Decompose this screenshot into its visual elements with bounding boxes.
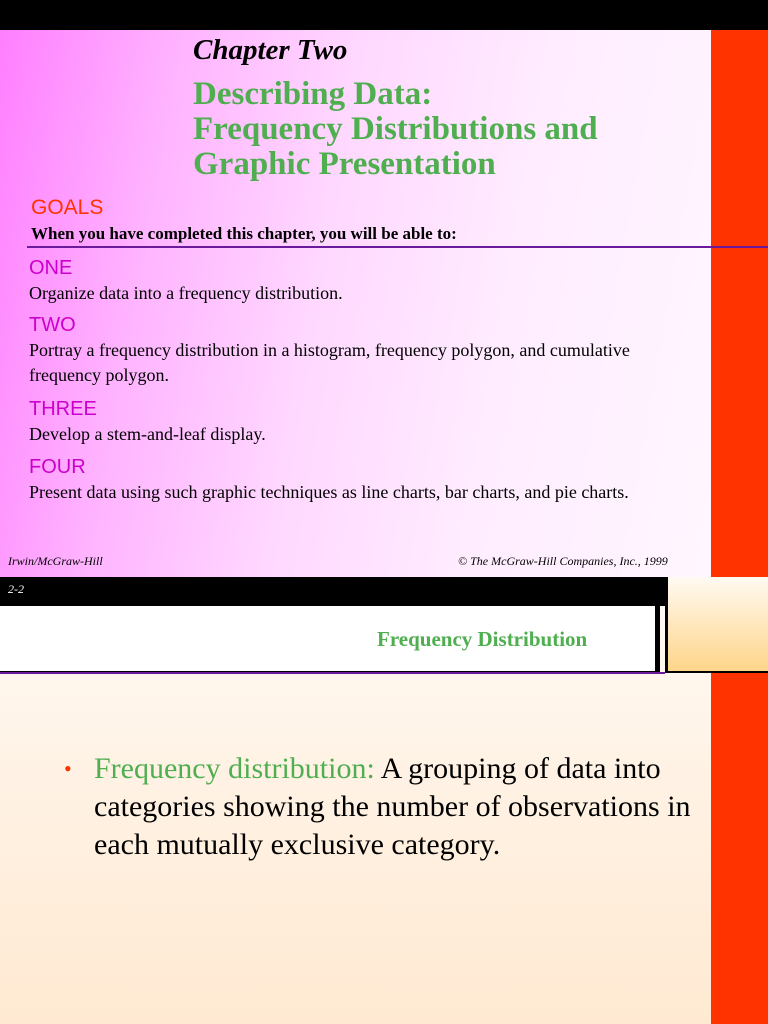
goal-item bbox=[29, 396, 699, 447]
slide-2-divider bbox=[0, 672, 665, 674]
chapter-subtitle bbox=[193, 77, 598, 182]
slide-2-top-bar bbox=[0, 577, 665, 606]
definition-term: Frequency distribution: bbox=[94, 752, 375, 785]
publisher-footer: Irwin/McGraw-Hill bbox=[8, 554, 103, 568]
goal-text: Develop a stem-and-leaf display. bbox=[29, 424, 266, 444]
bullet-dot-icon: • bbox=[64, 756, 72, 781]
goal-text: Portray a frequency distribution in a histogram, frequency polygon, and cumulative frequency polygon. bbox=[29, 340, 630, 385]
goal-number: THREE bbox=[29, 398, 97, 420]
slide-2-red-sidebar bbox=[711, 673, 768, 1024]
subtitle-line-2: Frequency Distributions and bbox=[193, 111, 598, 147]
goal-number: FOUR bbox=[29, 456, 86, 478]
definition-text: A grouping of data into categories showing the number of observations in each mutually exclusive category. bbox=[94, 752, 691, 861]
slide-2-corner-block bbox=[665, 577, 768, 673]
goal-number: TWO bbox=[29, 314, 76, 336]
goal-item bbox=[29, 255, 699, 306]
slide-2-title: Frequency Distribution bbox=[377, 627, 588, 651]
definition-bullet bbox=[64, 750, 704, 864]
goal-item bbox=[29, 454, 699, 505]
goals-divider bbox=[27, 246, 768, 248]
slide-1-red-sidebar bbox=[711, 30, 768, 577]
chapter-title: Chapter Two bbox=[193, 34, 348, 66]
goal-text: Present data using such graphic techniques as line charts, bar charts, and pie charts. bbox=[29, 482, 629, 502]
goals-intro: When you have completed this chapter, you will be able to: bbox=[31, 224, 457, 243]
slide-2 bbox=[0, 577, 768, 1024]
slide-number: 2-2 bbox=[8, 582, 24, 596]
copyright-footer: © The McGraw-Hill Companies, Inc., 1999 bbox=[458, 554, 668, 568]
definition-body bbox=[94, 750, 704, 864]
goal-text: Organize data into a frequency distribution. bbox=[29, 283, 343, 303]
subtitle-line-1: Describing Data: bbox=[193, 76, 433, 112]
subtitle-line-3: Graphic Presentation bbox=[193, 146, 496, 182]
goals-heading: GOALS bbox=[31, 196, 104, 219]
goal-number: ONE bbox=[29, 257, 73, 279]
goal-item bbox=[29, 312, 699, 388]
